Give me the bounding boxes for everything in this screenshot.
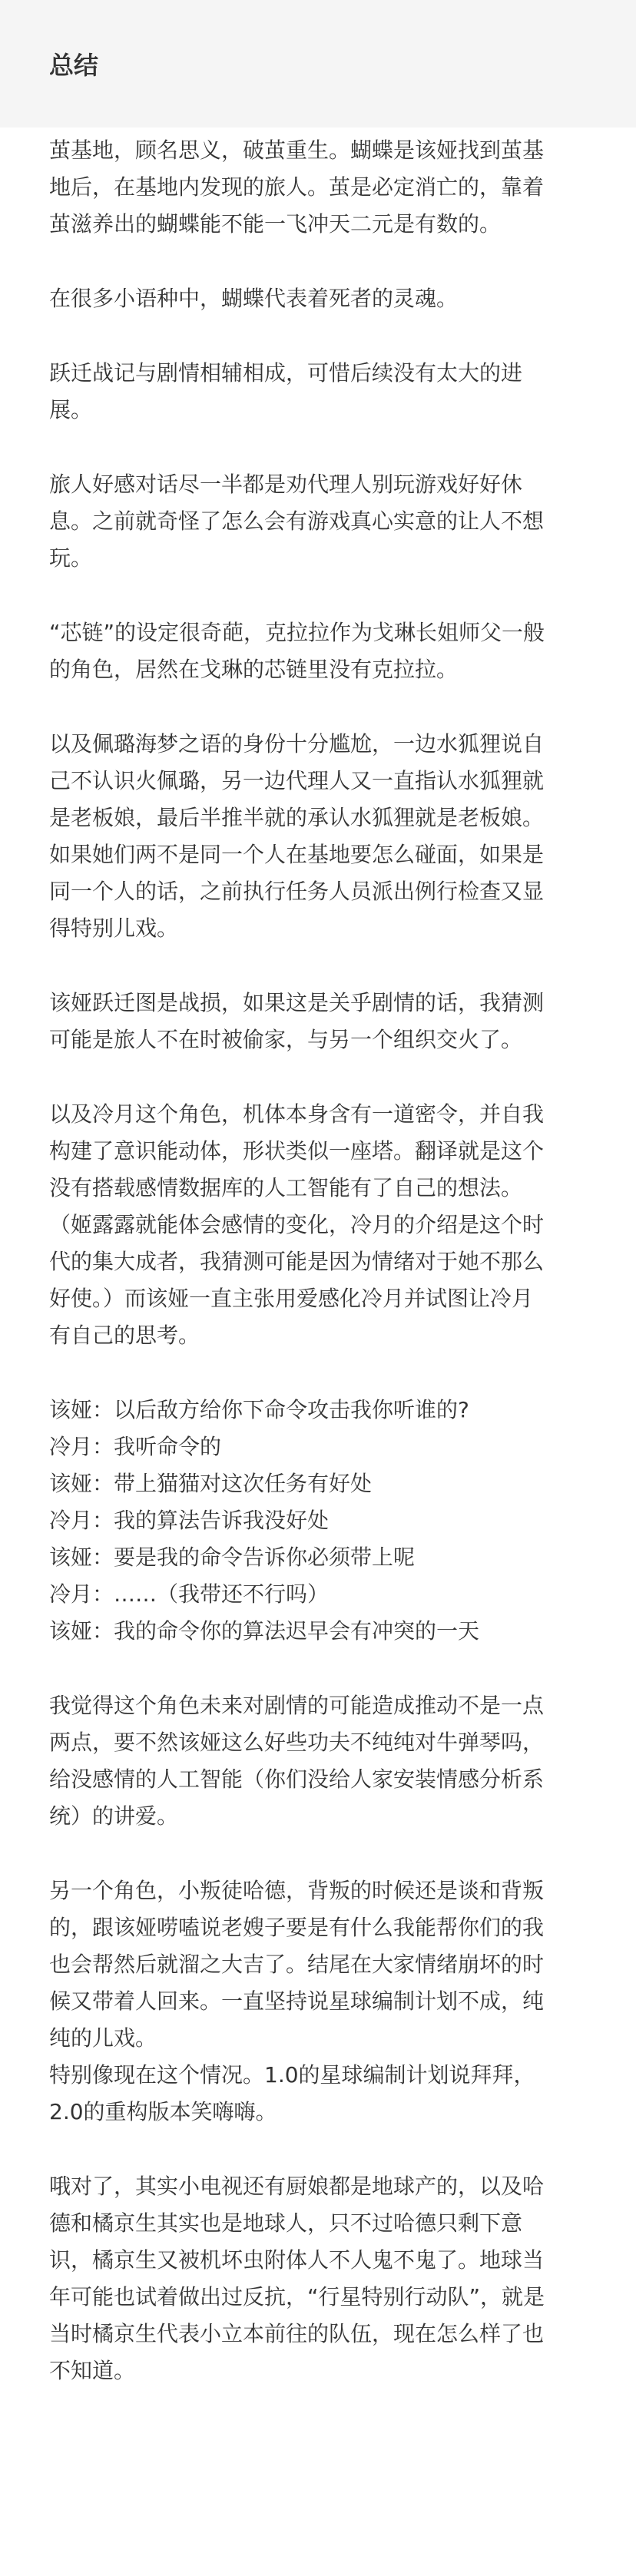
- text-line: 如果她们两不是同一个人在基地要怎么碰面，如果是: [49, 842, 545, 867]
- text-line: 的，跟该娅唠嗑说老嫂子要是有什么我能帮你们的我: [49, 1915, 545, 1940]
- text-line: 地后，在基地内发现的旅人。茧是必定消亡的，靠着: [49, 174, 545, 200]
- text-line: 德和橘京生其实也是地球人，只不过哈德只剩下意: [49, 2210, 523, 2236]
- dialogue-line: 该娅：我的命令你的算法迟早会有冲突的一天: [49, 1618, 480, 1644]
- text-line: （姬露露就能体会感情的变化，冷月的介绍是这个时: [49, 1212, 545, 1237]
- text-line: 另一个角色，小叛徒哈德，背叛的时候还是谈和背叛: [49, 1878, 545, 1903]
- paragraph: [49, 985, 587, 1058]
- text-line: 息。之前就奇怪了怎么会有游戏真心实意的让人不想: [49, 508, 545, 534]
- text-line: 没有搭载感情数据库的人工智能有了自己的想法。: [49, 1175, 523, 1200]
- text-line: 2.0的重构版本笑嗨嗨。: [49, 2099, 277, 2124]
- paragraph: [49, 280, 587, 317]
- section-header: [0, 0, 636, 127]
- text-line: 展。: [49, 397, 93, 422]
- dialogue-line: 冷月：我的算法告诉我没好处: [49, 1508, 330, 1533]
- dialogue-line: 该娅：带上猫猫对这次任务有好处: [49, 1471, 373, 1496]
- dialogue-line: 该娅：要是我的命令告诉你必须带上呢: [49, 1545, 416, 1570]
- text-line: 该娅跃迁图是战损，如果这是关乎剧情的话，我猜测: [49, 990, 545, 1015]
- text-line: 年可能也试着做出过反抗，“行星特别行动队”，就是: [49, 2284, 545, 2309]
- paragraph: [49, 1687, 587, 1835]
- text-line: 得特别儿戏。: [49, 916, 179, 941]
- text-line: 特别像现在这个情况。1.0的星球编制计划说拜拜，: [49, 2062, 535, 2088]
- text-line: 以及冷月这个角色，机体本身含有一道密令，并自我: [49, 1101, 545, 1127]
- text-line: 不知道。: [49, 2358, 136, 2383]
- text-line: 两点，要不然该娅这么好些功夫不纯纯对牛弹琴吗，: [49, 1730, 545, 1755]
- paragraph: [49, 355, 587, 429]
- text-line: 候又带着人回来。一直坚持说星球编制计划不成，纯: [49, 1988, 545, 2014]
- text-line: 可能是旅人不在时被偷家，与另一个组织交火了。: [49, 1027, 523, 1052]
- text-line: 己不认识火佩璐，另一边代理人又一直指认水狐狸就: [49, 768, 545, 793]
- text-line: 以及佩璐海梦之语的身份十分尴尬，一边水狐狸说自: [49, 731, 545, 757]
- text-line: 当时橘京生代表小立本前往的队伍，现在怎么样了也: [49, 2321, 545, 2346]
- text-line: 我觉得这个角色未来对剧情的可能造成推动不是一点: [49, 1693, 545, 1718]
- text-line: 茧基地，顾名思义，破茧重生。蝴蝶是该娅找到茧基: [49, 137, 545, 163]
- dialogue-line: 冷月：……（我带还不行吗）: [49, 1581, 330, 1607]
- paragraph: [49, 726, 587, 947]
- text-line: 在很多小语种中，蝴蝶代表着死者的灵魂。: [49, 286, 459, 311]
- paragraph: [49, 2168, 587, 2389]
- paragraph: [49, 127, 587, 243]
- text-line: 茧滋养出的蝴蝶能不能一飞冲天二元是有数的。: [49, 211, 502, 237]
- text-line: 有自己的思考。: [49, 1323, 200, 1348]
- text-line: 给没感情的人工智能（你们没给人家安装情感分析系: [49, 1766, 545, 1792]
- dialogue: [49, 1392, 587, 1650]
- text-line: “芯链”的设定很奇葩，克拉拉作为戈琳长姐师父一般: [49, 620, 545, 645]
- text-line: 也会帮然后就溜之大吉了。结尾在大家情绪崩坏的时: [49, 1952, 545, 1977]
- dialogue-line: 冷月：我听命令的: [49, 1434, 222, 1459]
- text-line: 统）的讲爱。: [49, 1803, 179, 1829]
- text-line: 好使。）而该娅一直主张用爱感化冷月并试图让冷月: [49, 1286, 534, 1311]
- text-line: 同一个人的话，之前执行任务人员派出例行检查又显: [49, 879, 545, 904]
- text-line: 跃迁战记与剧情相辅相成，可惜后续没有太大的进: [49, 360, 523, 386]
- text-line: 的角色，居然在戈琳的芯链里没有克拉拉。: [49, 657, 459, 682]
- text-line: 纯的儿戏。: [49, 2025, 157, 2051]
- text-line: 代的集大成者，我猜测可能是因为情绪对于她不那么: [49, 1249, 545, 1274]
- dialogue-line: 该娅：以后敌方给你下命令攻击我你听谁的?: [49, 1397, 469, 1422]
- article-body: [0, 127, 636, 2389]
- text-line: 构建了意识能动体，形状类似一座塔。翻译就是这个: [49, 1138, 545, 1164]
- text-line: 是老板娘，最后半推半就的承认水狐狸就是老板娘。: [49, 805, 545, 830]
- text-line: 旅人好感对话尽一半都是劝代理人别玩游戏好好休: [49, 472, 523, 497]
- paragraph: [49, 614, 587, 688]
- text-line: 识，橘京生又被机坏虫附体人不人鬼不鬼了。地球当: [49, 2247, 545, 2273]
- text-line: 哦对了，其实小电视还有厨娘都是地球产的，以及哈: [49, 2174, 545, 2199]
- section-title: 总结: [49, 51, 99, 80]
- paragraph: [49, 1096, 587, 1354]
- text-line: 玩。: [49, 545, 93, 571]
- paragraph: [49, 466, 587, 577]
- paragraph: [49, 1872, 587, 2131]
